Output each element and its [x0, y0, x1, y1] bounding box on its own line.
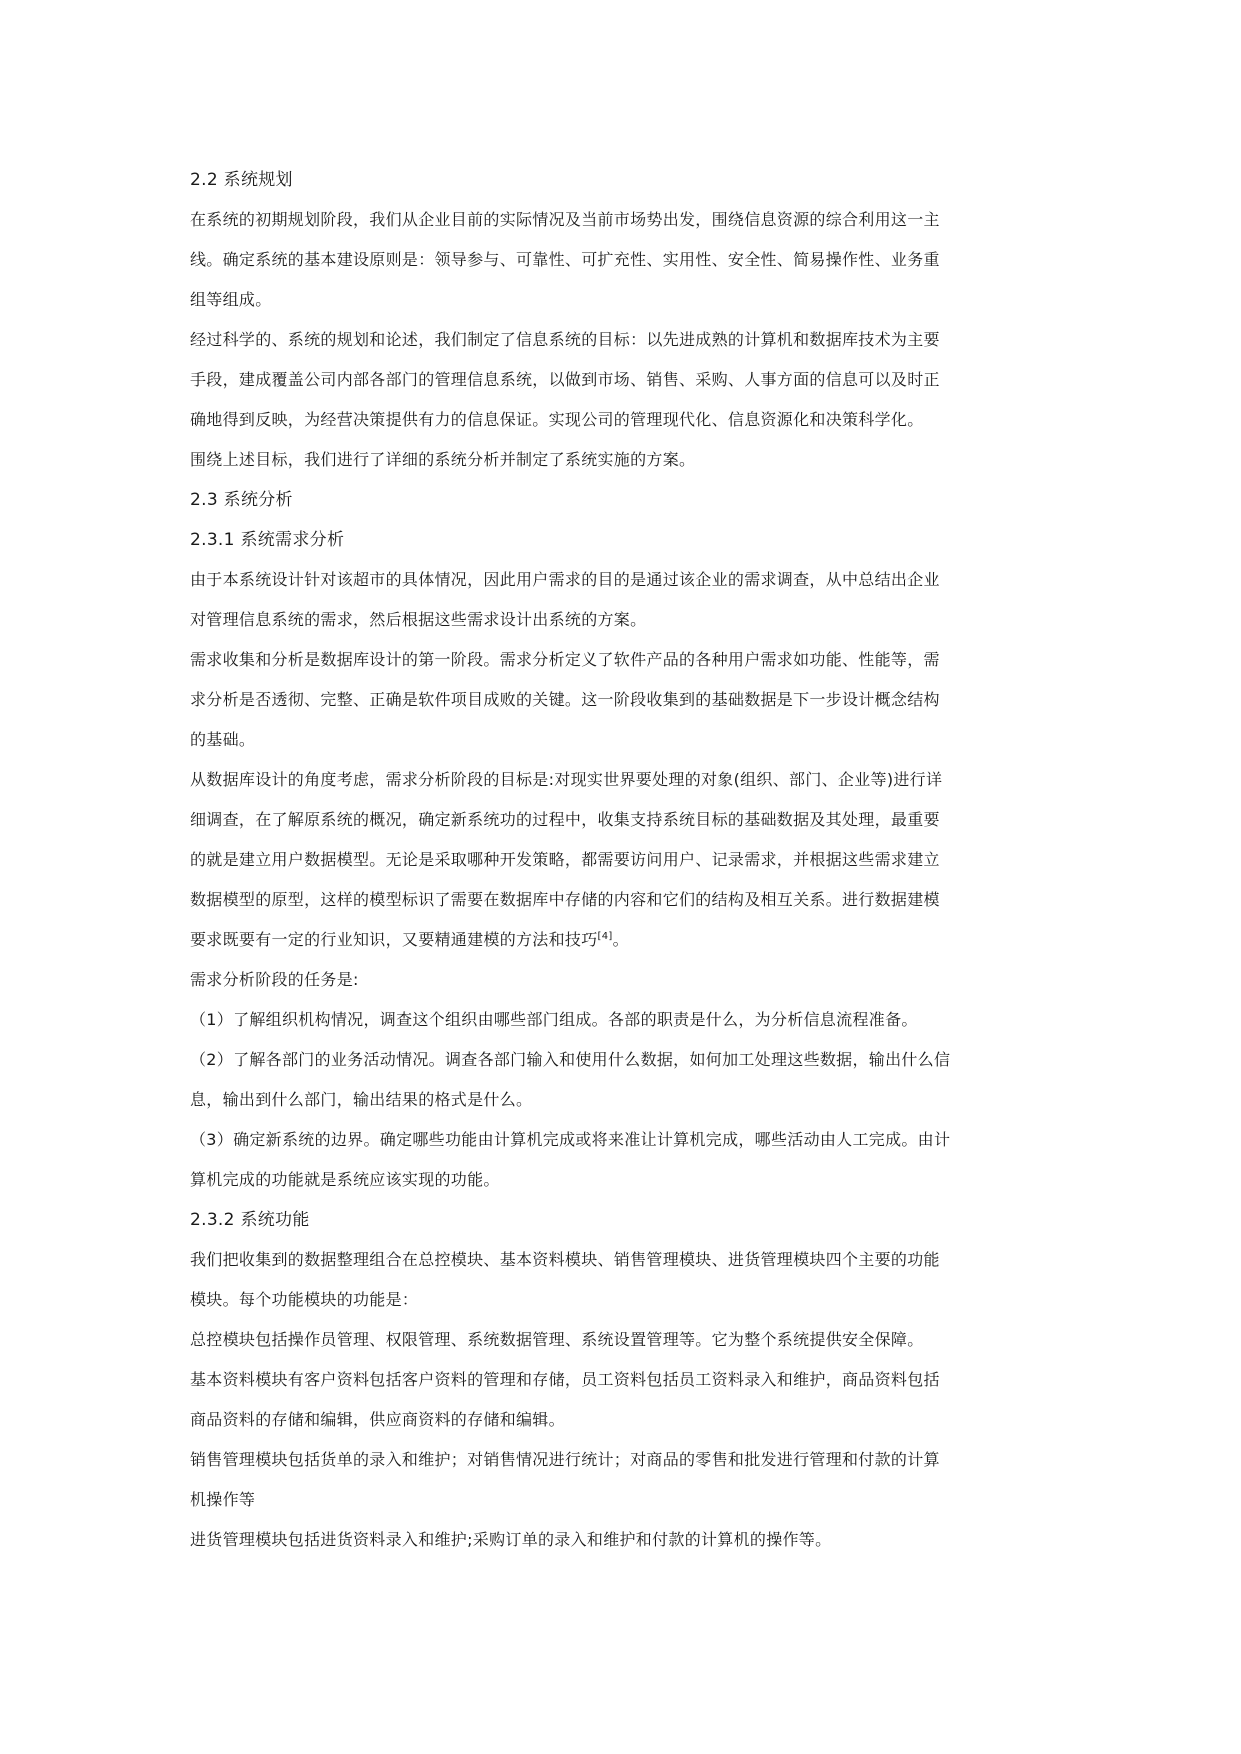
list-item-1: （1）了解组织机构情况，调查这个组织由哪些部门组成。各部的职责是什么，为分析信息流程准备。: [190, 1010, 918, 1029]
paragraph-text: 要求既要有一定的行业知识，又要精通建模的方法和技巧: [190, 930, 598, 949]
paragraph-line: 进货管理模块包括进货资料录入和维护;采购订单的录入和维护和付款的计算机的操作等。: [190, 1530, 832, 1549]
paragraph-line: 基本资料模块有客户资料包括客户资料的管理和存储，员工资料包括员工资料录入和维护，商品资料包括: [190, 1370, 940, 1389]
paragraph-line: 商品资料的存储和编辑，供应商资料的存储和编辑。: [190, 1410, 565, 1429]
paragraph-line: 总控模块包括操作员管理、权限管理、系统数据管理、系统设置管理等。它为整个系统提供安全保障。: [190, 1330, 924, 1349]
paragraph-line: 组等组成。: [190, 290, 272, 309]
paragraph-line: 对管理信息系统的需求，然后根据这些需求设计出系统的方案。: [190, 610, 647, 629]
paragraph-line: 的就是建立用户数据模型。无论是采取哪种开发策略，都需要访问用户、记录需求，并根据这些需求建立: [190, 850, 940, 869]
section-heading-2-3-1: 2.3.1 系统需求分析: [190, 530, 345, 550]
section-heading-2-3-2: 2.3.2 系统功能: [190, 1210, 310, 1230]
paragraph-line-with-citation: [190, 920, 1052, 960]
paragraph-line: 数据模型的原型，这样的模型标识了需要在数据库中存储的内容和它们的结构及相互关系。进行数据建模: [190, 890, 940, 909]
list-item-3: （3）确定新系统的边界。确定哪些功能由计算机完成或将来准让计算机完成，哪些活动由人工完成。由计: [190, 1130, 951, 1149]
paragraph-line: 销售管理模块包括货单的录入和维护；对销售情况进行统计；对商品的零售和批发进行管理和付款的计算: [190, 1450, 940, 1469]
list-item-3-continued: 算机完成的功能就是系统应该实现的功能。: [190, 1170, 500, 1189]
paragraph-line: 需求收集和分析是数据库设计的第一阶段。需求分析定义了软件产品的各种用户需求如功能、性能等，需: [190, 650, 940, 669]
paragraph-line: 我们把收集到的数据整理组合在总控模块、基本资料模块、销售管理模块、进货管理模块四个主要的功能: [190, 1250, 940, 1269]
document-page: [190, 160, 1052, 1560]
paragraph-line: 围绕上述目标，我们进行了详细的系统分析并制定了系统实施的方案。: [190, 450, 696, 469]
list-item-2: （2）了解各部门的业务活动情况。调查各部门输入和使用什么数据，如何加工处理这些数据，输出什么信: [190, 1050, 951, 1069]
paragraph-line: 需求分析阶段的任务是:: [190, 970, 359, 989]
paragraph-line: 确地得到反映，为经营决策提供有力的信息保证。实现公司的管理现代化、信息资源化和决策科学化。: [190, 410, 924, 429]
sentence-end: 。: [612, 930, 629, 949]
paragraph-line: 模块。每个功能模块的功能是：: [190, 1290, 419, 1309]
paragraph-line: 的基础。: [190, 730, 256, 749]
paragraph-line: 从数据库设计的角度考虑，需求分析阶段的目标是:对现实世界要处理的对象(组织、部门、企业等)进行详: [190, 770, 943, 789]
citation-reference: [4]: [597, 931, 613, 942]
paragraph-line: 线。确定系统的基本建设原则是：领导参与、可靠性、可扩充性、实用性、安全性、简易操作性、业务重: [190, 250, 940, 269]
paragraph-line: 细调查，在了解原系统的概况，确定新系统功的过程中，收集支持系统目标的基础数据及其处理，最重要: [190, 810, 940, 829]
paragraph-line: 机操作等: [190, 1490, 256, 1509]
list-item-2-continued: 息，输出到什么部门，输出结果的格式是什么。: [190, 1090, 533, 1109]
paragraph-line: 由于本系统设计针对该超市的具体情况，因此用户需求的目的是通过该企业的需求调查，从中总结出企业: [190, 570, 940, 589]
section-heading-2-3: 2.3 系统分析: [190, 490, 293, 510]
section-heading-2-2: 2.2 系统规划: [190, 170, 293, 190]
paragraph-line: 在系统的初期规划阶段，我们从企业目前的实际情况及当前市场势出发，围绕信息资源的综合利用这一主: [190, 210, 940, 229]
paragraph-line: 经过科学的、系统的规划和论述，我们制定了信息系统的目标：以先进成熟的计算机和数据库技术为主要: [190, 330, 940, 349]
paragraph-line: 求分析是否透彻、完整、正确是软件项目成败的关键。这一阶段收集到的基础数据是下一步设计概念结构: [190, 690, 940, 709]
paragraph-line: 手段，建成覆盖公司内部各部门的管理信息系统，以做到市场、销售、采购、人事方面的信息可以及时正: [190, 370, 940, 389]
